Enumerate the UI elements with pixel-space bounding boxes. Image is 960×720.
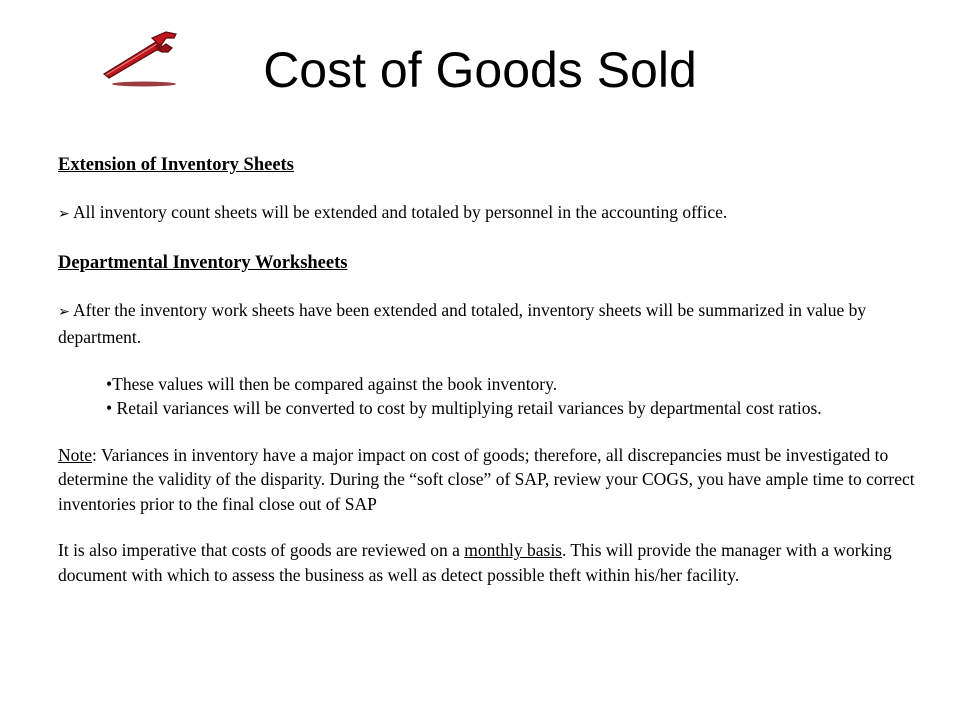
section-heading-departmental: Departmental Inventory Worksheets [58,252,348,273]
section-point-departmental: ➢ After the inventory work sheets have been extended and totaled, inventory sheets will be summarized in value by department. [58,299,867,347]
note-paragraph: Note: Variances in inventory have a major impact on cost of goods; therefore, all discrepancies must be investigated to determine the validity of the disparity. During the “soft close” of SAP, review your COGS, you have ample time to correct inventories prior to the final close out of SAP [58,444,915,514]
sub-bullet-item: •These values will then be compared against the book inventory. [106,373,558,394]
slide-title: Cost of Goods Sold [263,42,697,98]
section-point-extension: ➢ All inventory count sheets will be extended and totaled by personnel in the accounting office. [58,200,928,228]
section-heading-extension: Extension of Inventory Sheets [58,155,294,175]
note-label: Note [58,444,93,465]
slide-body [58,152,928,587]
sub-bullet-list [106,372,928,421]
closing-paragraph: It is also imperative that costs of goods are reviewed on a monthly basis. This will provide the manager with a working document with which to assess the business as well as detect possible theft within his/her facility. [58,540,892,585]
monthly-basis-emphasis: monthly basis [464,540,562,560]
arrow-bullet-icon: ➢ [58,304,70,320]
sub-bullet-item: • Retail variances will be converted to cost by multiplying retail variances by departmental cost ratios. [106,398,822,418]
arrow-bullet-icon: ➢ [58,207,70,222]
